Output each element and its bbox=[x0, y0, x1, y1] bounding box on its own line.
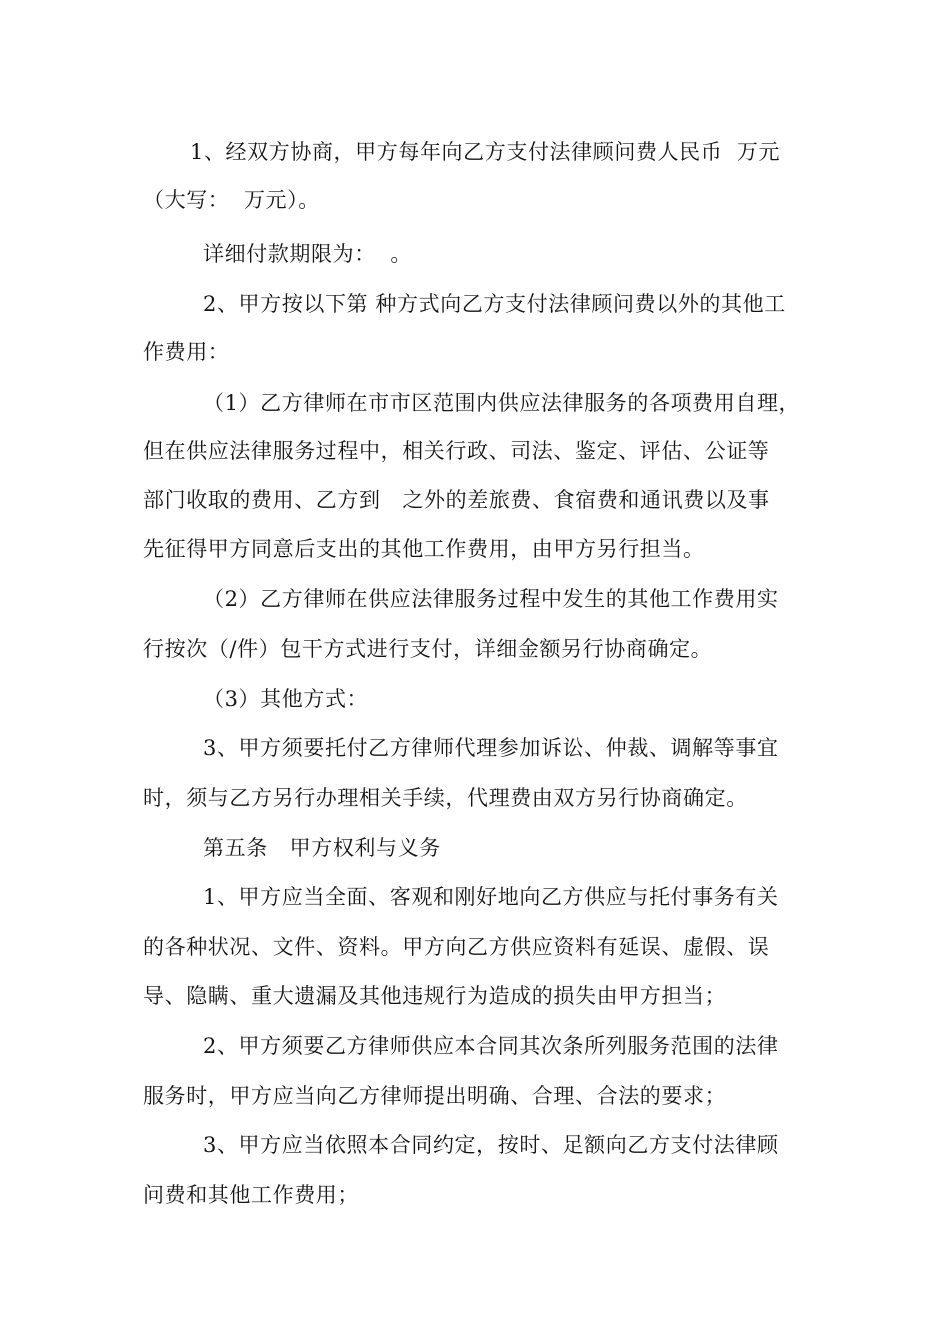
text-line: 2、甲方须要乙方律师供应本合同其次条所列服务范围的法律 bbox=[203, 1034, 779, 1058]
text-line: 服务时，甲方应当向乙方律师提出明确、合理、合法的要求； bbox=[143, 1084, 727, 1108]
text-line: 1、甲方应当全面、客观和刚好地向乙方供应与托付事务有关 bbox=[203, 885, 779, 909]
text-line: 先征得甲方同意后支出的其他工作费用，由甲方另行担当。 bbox=[143, 537, 705, 561]
text-line: （1）乙方律师在市市区范围内供应法律服务的各项费用自理， bbox=[203, 391, 801, 415]
text-line: 但在供应法律服务过程中，相关行政、司法、鉴定、评估、公证等 bbox=[143, 439, 770, 463]
text-line: 时，须与乙方另行办理相关手续，代理费由双方另行协商确定。 bbox=[143, 786, 748, 810]
text-line: 行按次（/件）包干方式进行支付，详细金额另行协商确定。 bbox=[143, 637, 713, 661]
text-line: （2）乙方律师在供应法律服务过程中发生的其他工作费用实 bbox=[203, 587, 779, 611]
text-line: 的各种状况、文件、资料。甲方向乙方供应资料有延误、虚假、误 bbox=[143, 935, 770, 959]
text-line: 3、甲方应当依照本合同约定，按时、足额向乙方支付法律顾 bbox=[203, 1133, 779, 1157]
text-line: 作费用： bbox=[143, 340, 230, 364]
text-line: 导、隐瞒、重大遗漏及其他违规行为造成的损失由甲方担当； bbox=[143, 984, 727, 1008]
text-line: 1、经双方协商，甲方每年向乙方支付法律顾问费人民币 万元 bbox=[190, 140, 781, 164]
text-line: 2、甲方按以下第 种方式向乙方支付法律顾问费以外的其他工 bbox=[203, 292, 786, 316]
text-line: （大写： 万元）。 bbox=[143, 188, 320, 212]
text-line: 3、甲方须要托付乙方律师代理参加诉讼、仲裁、调解等事宜 bbox=[203, 736, 779, 760]
text-line: 详细付款期限为： 。 bbox=[203, 242, 412, 266]
section-heading: 第五条 甲方权利与义务 bbox=[203, 836, 441, 860]
text-line: 部门收取的费用、乙方到 之外的差旅费、食宿费和通讯费以及事 bbox=[143, 488, 770, 512]
text-line: 问费和其他工作费用； bbox=[143, 1183, 359, 1207]
text-line: （3）其他方式： bbox=[203, 687, 369, 711]
